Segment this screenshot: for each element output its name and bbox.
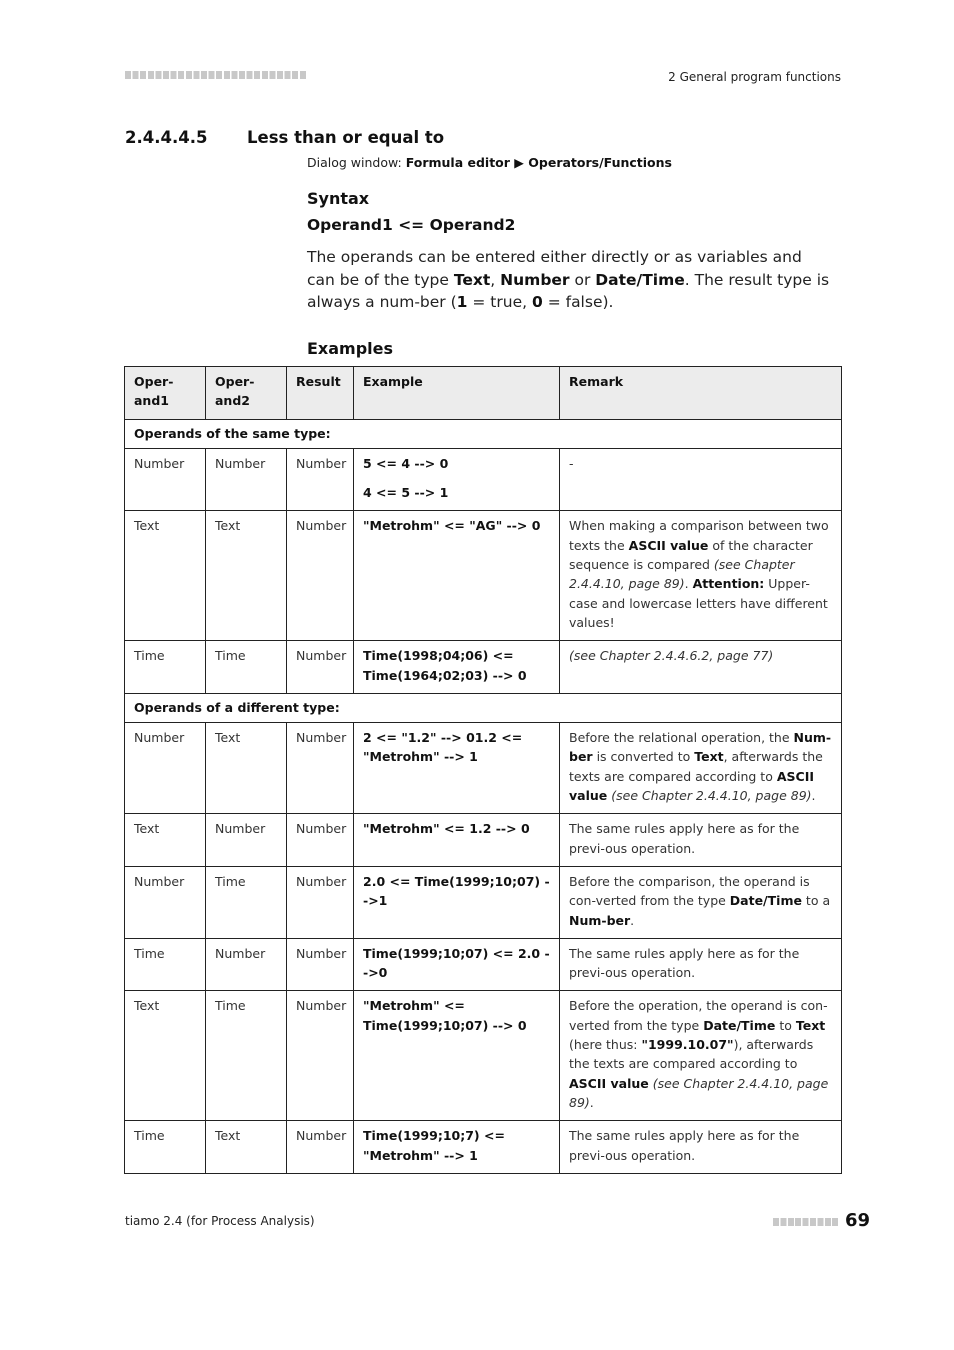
cell-result: Number — [287, 866, 354, 938]
cell-operand2: Time — [206, 991, 287, 1121]
examples-heading: Examples — [307, 339, 394, 358]
cell-example: "Metrohm" <= "AG" --> 0 — [354, 511, 560, 641]
col-header-remark: Remark — [560, 367, 842, 420]
table-row — [125, 866, 842, 938]
section-title — [125, 128, 444, 147]
syntax-heading: Syntax — [307, 189, 370, 208]
examples-table — [124, 366, 842, 1174]
page-number: 69 — [845, 1210, 871, 1231]
dialog-path-2: Operators/Functions — [528, 155, 672, 170]
group-label-same: Operands of the same type: — [125, 419, 842, 448]
syntax-formula: Operand1 <= Operand2 — [307, 216, 516, 234]
cell-remark: Before the relational operation, the Num-ber is converted to Text, afterwards the texts are compared according to ASCII value (see Chapter 2.4.4.10, page 89). — [560, 723, 842, 814]
cell-remark: (see Chapter 2.4.4.6.2, page 77) — [560, 641, 842, 694]
cell-operand2: Number — [206, 448, 287, 511]
chapter-header: 2 General program functions — [668, 70, 841, 84]
cell-operand1: Text — [125, 991, 206, 1121]
cell-example: 2.0 <= Time(1999;10;07) -->1 — [354, 866, 560, 938]
table-row — [125, 448, 842, 511]
cell-result: Number — [287, 723, 354, 814]
section-number: 2.4.4.4.5 — [125, 128, 208, 147]
cell-remark: - — [560, 448, 842, 511]
col-header-result: Result — [287, 367, 354, 420]
cell-result: Number — [287, 448, 354, 511]
cell-example: 5 <= 4 --> 0 4 <= 5 --> 1 — [354, 448, 560, 511]
table-row — [125, 641, 842, 694]
table-row — [125, 938, 842, 991]
table-row — [125, 723, 842, 814]
dialog-prefix: Dialog window: — [307, 155, 406, 170]
table-row — [125, 1121, 842, 1174]
dialog-arrow: ▶ — [509, 155, 529, 170]
cell-remark: Before the operation, the operand is con-verted from the type Date/Time to Text (here thus: "1999.10.07"), afterwards the texts are compared according to ASCII value (see Chapter 2.4.4.10, page 89). — [560, 991, 842, 1121]
cell-remark: The same rules apply here as for the previ-ous operation. — [560, 938, 842, 991]
cell-result: Number — [287, 641, 354, 694]
col-header-operand2: Oper-and2 — [206, 367, 287, 420]
cell-example: Time(1998;04;06) <= Time(1964;02;03) --> 0 — [354, 641, 560, 694]
cell-example: Time(1999;10;7) <= "Metrohm" --> 1 — [354, 1121, 560, 1174]
section-title-text: Less than or equal to — [247, 128, 445, 147]
cell-operand2: Time — [206, 641, 287, 694]
group-row — [125, 693, 842, 722]
footer-product: tiamo 2.4 (for Process Analysis) — [125, 1214, 315, 1228]
cell-operand1: Number — [125, 448, 206, 511]
cell-example: Time(1999;10;07) <= 2.0 -->0 — [354, 938, 560, 991]
table-row — [125, 814, 842, 867]
header-decoration — [125, 71, 307, 79]
footer-decoration — [773, 1218, 839, 1226]
cell-remark: The same rules apply here as for the previ-ous operation. — [560, 1121, 842, 1174]
cell-result: Number — [287, 991, 354, 1121]
cell-operand1: Time — [125, 641, 206, 694]
cell-result: Number — [287, 814, 354, 867]
cell-result: Number — [287, 511, 354, 641]
cell-operand2: Number — [206, 814, 287, 867]
cell-operand2: Text — [206, 511, 287, 641]
cell-operand1: Number — [125, 723, 206, 814]
col-header-example: Example — [354, 367, 560, 420]
dialog-path-1: Formula editor — [405, 155, 510, 170]
cell-operand1: Time — [125, 938, 206, 991]
cell-remark: When making a comparison between two texts the ASCII value of the character sequence is compared (see Chapter 2.4.4.10, page 89). Attention: Upper-case and lowercase letters have different values! — [560, 511, 842, 641]
cell-remark: The same rules apply here as for the previ-ous operation. — [560, 814, 842, 867]
cell-operand2: Number — [206, 938, 287, 991]
cell-operand1: Text — [125, 511, 206, 641]
table-row — [125, 511, 842, 641]
cell-result: Number — [287, 1121, 354, 1174]
table-row — [125, 991, 842, 1121]
cell-remark: Before the comparison, the operand is con-verted from the type Date/Time to a Num-ber. — [560, 866, 842, 938]
group-label-different: Operands of a different type: — [125, 693, 842, 722]
cell-example: 2 <= "1.2" --> 01.2 <= "Metrohm" --> 1 — [354, 723, 560, 814]
cell-operand2: Time — [206, 866, 287, 938]
cell-example: "Metrohm" <= 1.2 --> 0 — [354, 814, 560, 867]
cell-operand1: Text — [125, 814, 206, 867]
cell-operand2: Text — [206, 723, 287, 814]
description-paragraph: The operands can be entered either directly or as variables and can be of the type Text, Number or Date/Time. The result type is always a num-ber (1 = true, 0 = false). — [307, 248, 830, 311]
cell-operand2: Text — [206, 1121, 287, 1174]
cell-example: "Metrohm" <= Time(1999;10;07) --> 0 — [354, 991, 560, 1121]
col-header-operand1: Oper-and1 — [125, 367, 206, 420]
cell-operand1: Time — [125, 1121, 206, 1174]
table-header-row — [125, 367, 842, 420]
dialog-path — [307, 155, 672, 170]
cell-operand1: Number — [125, 866, 206, 938]
group-row — [125, 419, 842, 448]
cell-result: Number — [287, 938, 354, 991]
